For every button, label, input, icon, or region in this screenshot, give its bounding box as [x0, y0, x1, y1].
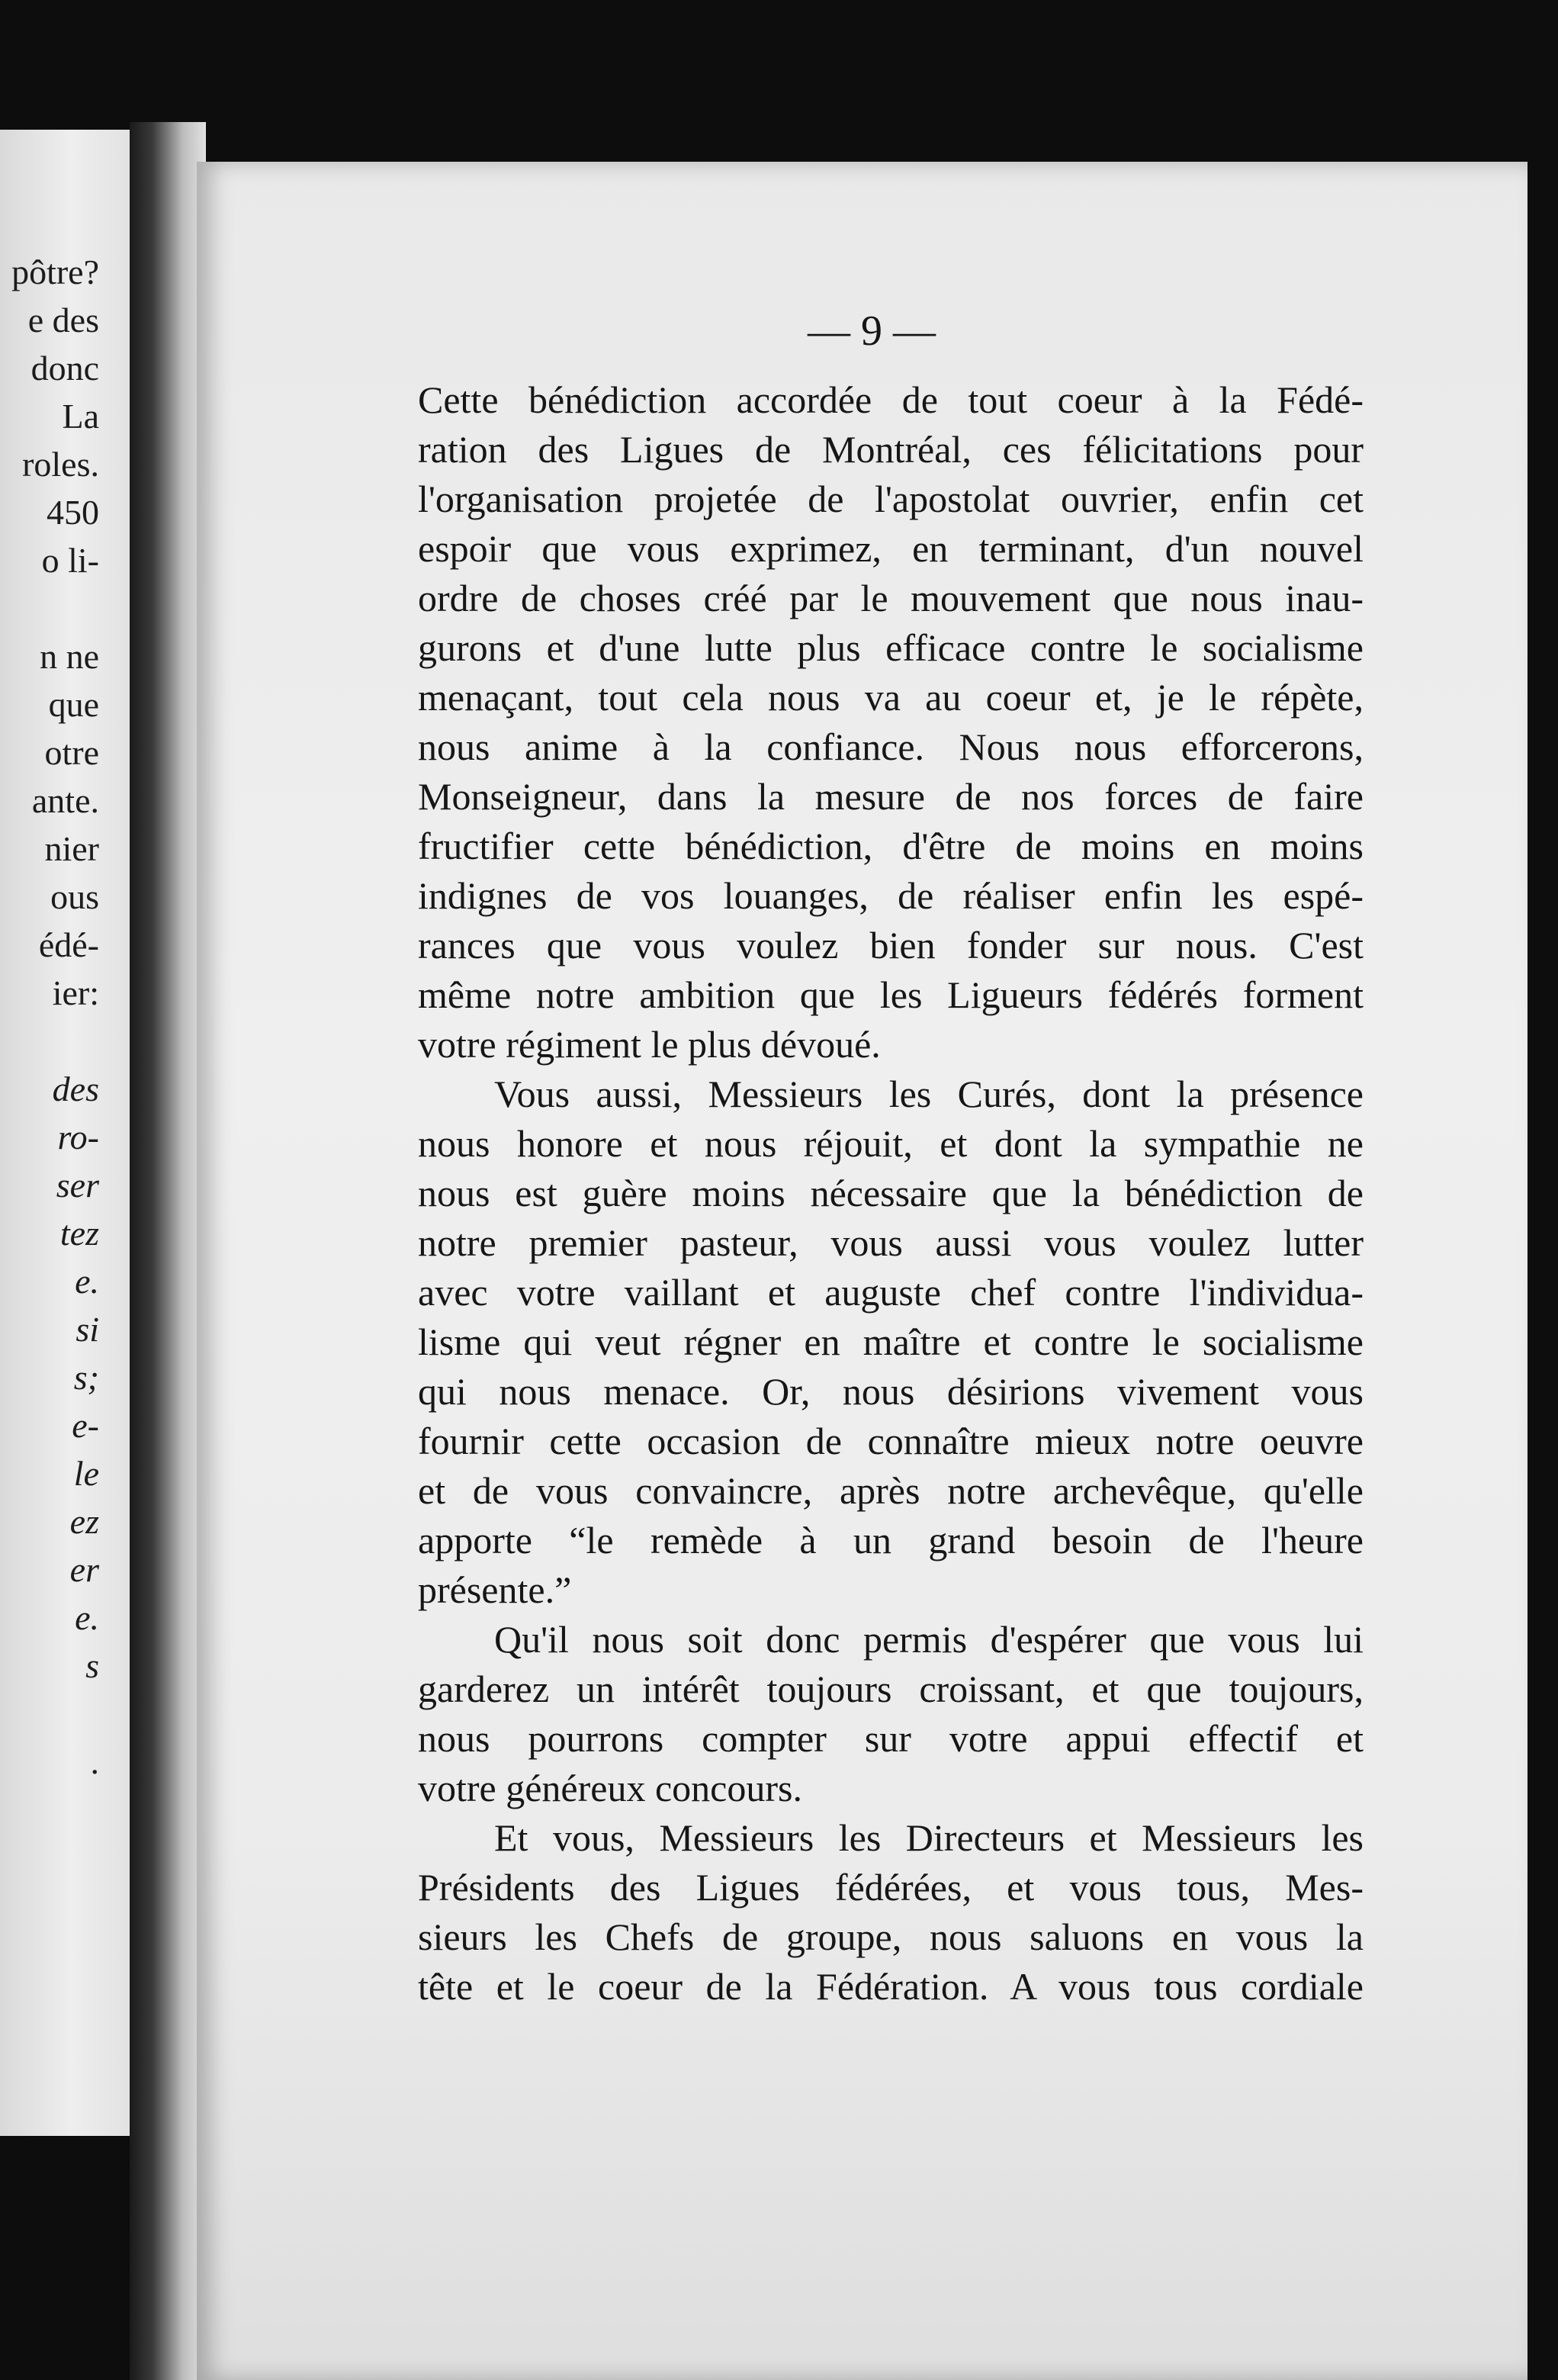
text-line: votre généreux concours. — [418, 1767, 802, 1809]
text-line: nous anime à la confiance. Nous nous efforcerons, — [418, 725, 1364, 768]
book-gutter — [130, 122, 206, 2380]
text-line: notre premier pasteur, vous aussi vous voulez lutter — [418, 1221, 1364, 1264]
left-page-line: pôtre? — [11, 252, 99, 291]
left-page-line: . — [90, 1742, 99, 1781]
text-line: gurons et d'une lutte plus efficace contre le socialisme — [418, 626, 1364, 669]
text-line: Monseigneur, dans la mesure de nos forces de faire — [418, 775, 1364, 818]
left-page-line: 450 — [47, 493, 99, 532]
text-line: Présidents des Ligues fédérées, et vous tous, Mes- — [418, 1866, 1364, 1909]
left-page-line: nier — [44, 829, 99, 868]
text-line: fournir cette occasion de connaître mieux notre oeuvre — [418, 1420, 1364, 1462]
text-line: garderez un intérêt toujours croissant, et que toujours, — [418, 1668, 1364, 1710]
left-page-line: que — [48, 685, 99, 724]
page-number: — 9 — — [808, 307, 936, 355]
left-page-line: édé- — [38, 925, 99, 964]
text-line: espoir que vous exprimez, en terminant, d'un nouvel — [418, 527, 1364, 570]
text-line: Cette bénédiction accordée de tout coeur à la Fédé- — [418, 378, 1364, 421]
paragraph — [418, 1813, 1364, 2012]
text-line: Et vous, Messieurs les Directeurs et Messieurs les — [494, 1816, 1364, 1859]
text-line: l'organisation projetée de l'apostolat ouvrier, enfin cet — [418, 478, 1364, 520]
left-page-line: ous — [50, 877, 99, 916]
main-page — [197, 162, 1527, 2380]
left-page-line: ier: — [52, 973, 99, 1012]
left-page-line: e. — [75, 1598, 99, 1637]
text-line: votre régiment le plus dévoué. — [418, 1023, 881, 1066]
text-line: présente.” — [418, 1568, 572, 1611]
left-page-line: ante. — [31, 781, 99, 820]
left-page-line: ez — [69, 1502, 99, 1541]
text-line: lisme qui veut régner en maître et contre le socialisme — [418, 1320, 1364, 1363]
paragraph — [418, 1069, 1364, 1615]
paragraph — [418, 375, 1364, 1069]
text-line: nous honore et nous réjouit, et dont la sympathie ne — [418, 1122, 1364, 1165]
left-page-line: La — [62, 397, 99, 436]
left-facing-page — [0, 130, 130, 2136]
text-line: ration des Ligues de Montréal, ces félicitations pour — [418, 428, 1364, 471]
body-text — [418, 375, 1364, 2012]
left-page-line: er — [69, 1550, 99, 1589]
left-page-line: donc — [31, 349, 99, 388]
left-page-line: n ne — [40, 637, 99, 676]
left-page-line: e des — [27, 301, 99, 339]
text-line: qui nous menace. Or, nous désirions vivement vous — [418, 1370, 1364, 1413]
text-line: sieurs les Chefs de groupe, nous saluons en vous la — [418, 1915, 1364, 1958]
text-line: indignes de vos louanges, de réaliser enfin les espé- — [418, 874, 1364, 917]
left-page-line: le — [73, 1454, 99, 1493]
text-line: avec votre vaillant et auguste chef contre l'individua- — [418, 1271, 1364, 1314]
text-line: menaçant, tout cela nous va au coeur et, je le répète, — [418, 676, 1364, 719]
left-page-line: s — [85, 1646, 99, 1685]
text-line: tête et le coeur de la Fédération. A vous tous cordiale — [418, 1965, 1364, 2008]
left-page-line: e- — [72, 1406, 99, 1445]
text-line: nous est guère moins nécessaire que la bénédiction de — [418, 1172, 1364, 1214]
left-page-line: s; — [73, 1358, 99, 1397]
text-line: et de vous convaincre, après notre archevêque, qu'elle — [418, 1469, 1364, 1512]
text-line: rances que vous voulez bien fonder sur nous. C'est — [418, 924, 1364, 966]
left-page-line: ro- — [57, 1118, 99, 1156]
left-page-line: e. — [75, 1262, 99, 1301]
left-page-line: ser — [56, 1166, 99, 1204]
text-line: nous pourrons compter sur votre appui effectif et — [418, 1717, 1364, 1760]
left-page-line: otre — [44, 733, 99, 772]
text-line: fructifier cette bénédiction, d'être de moins en moins — [418, 825, 1364, 867]
left-page-line: des — [52, 1069, 99, 1108]
left-page-line: o li- — [41, 541, 99, 580]
text-line: Qu'il nous soit donc permis d'espérer que vous lui — [494, 1618, 1364, 1661]
left-page-line: si — [75, 1310, 99, 1349]
text-line: même notre ambition que les Ligueurs fédérés forment — [418, 973, 1364, 1016]
left-page-line: tez — [59, 1214, 99, 1253]
text-line: Vous aussi, Messieurs les Curés, dont la présence — [494, 1073, 1364, 1115]
paragraph — [418, 1615, 1364, 1813]
text-line: apporte “le remède à un grand besoin de l'heure — [418, 1519, 1364, 1561]
text-line: ordre de choses créé par le mouvement que nous inau- — [418, 577, 1364, 619]
left-page-line: roles. — [22, 445, 99, 484]
